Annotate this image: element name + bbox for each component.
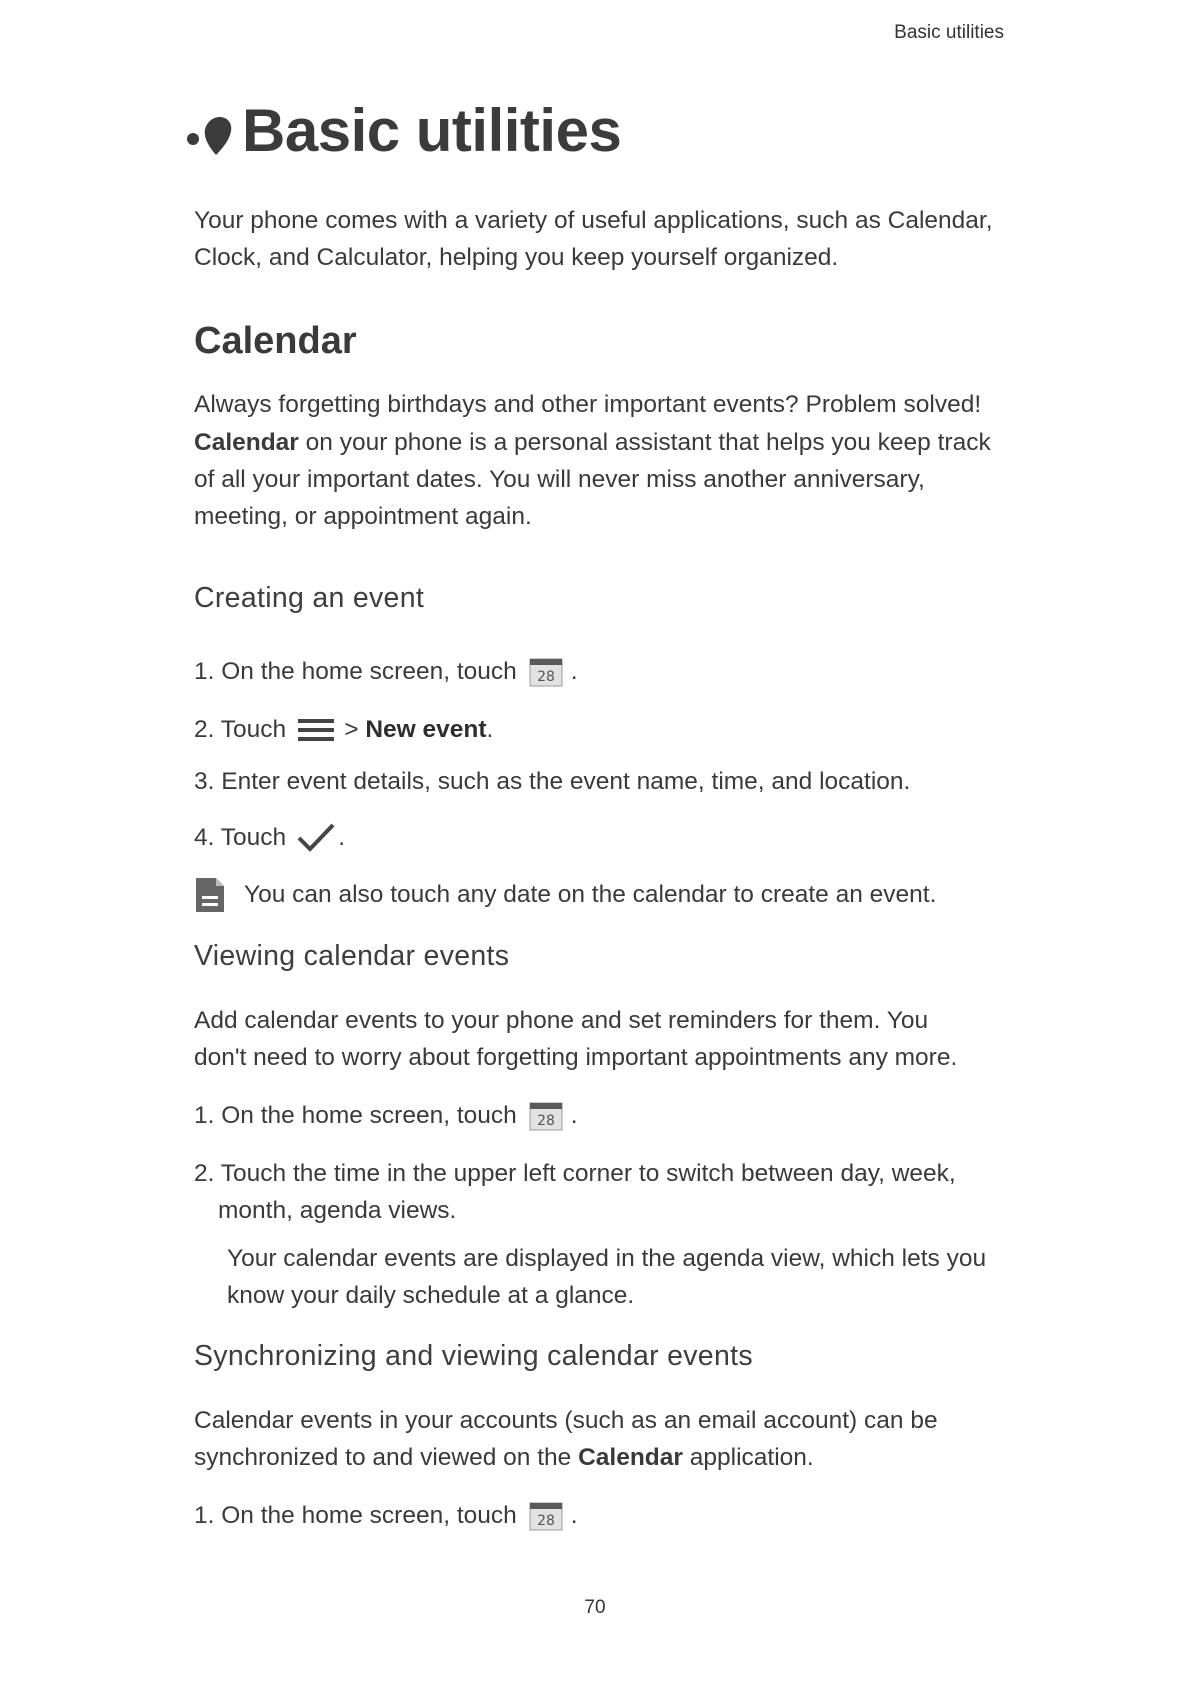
subheading-creating-event: Creating an event xyxy=(194,582,425,614)
calendar-bold-term: Calendar xyxy=(194,429,299,456)
calendar-intro-line: Always forgetting birthdays and other important events? Problem solved! xyxy=(194,391,982,418)
note xyxy=(194,876,936,914)
sync-text: Calendar events in your accounts (such as an email account) can be synchronized to and viewed on the xyxy=(194,1407,938,1471)
new-event-label: New event xyxy=(365,716,487,743)
note-text: You can also touch any date on the calendar to create an event. xyxy=(244,881,937,908)
step-end: . xyxy=(570,658,578,685)
chapter-heading xyxy=(186,96,621,165)
calendar-intro-paragraph xyxy=(194,424,994,535)
step-text-line1: 2. Touch the time in the upper left corner to switch between day, week, xyxy=(194,1160,956,1187)
sync-text-end: application. xyxy=(682,1444,814,1471)
viewing-paragraph: Add calendar events to your phone and set reminders for them. You don't need to worry about forgetting important appointments any more. xyxy=(194,1007,958,1071)
check-icon xyxy=(296,822,336,854)
section-heading-calendar: Calendar xyxy=(194,320,357,362)
step-confirm xyxy=(194,822,345,854)
subheading-viewing-events: Viewing calendar events xyxy=(194,940,510,972)
calendar-bold-term: Calendar xyxy=(578,1444,683,1471)
calendar-app-icon xyxy=(529,1101,563,1131)
subheading-sync-events: Synchronizing and viewing calendar events xyxy=(194,1340,753,1372)
calendar-icon-day: 28 xyxy=(536,1113,555,1129)
running-header: Basic utilities xyxy=(894,22,1004,43)
menu-icon xyxy=(298,717,334,743)
step-end: . xyxy=(338,824,345,851)
step-separator: > xyxy=(344,716,366,743)
calendar-app-icon xyxy=(529,1501,563,1531)
note-icon xyxy=(194,876,226,914)
page-number: 70 xyxy=(584,1597,606,1618)
calendar-icon-day: 28 xyxy=(536,669,555,685)
utilities-chapter-icon xyxy=(186,103,236,159)
step-new-event xyxy=(194,716,493,744)
calendar-app-icon xyxy=(529,657,563,687)
step-text: 1. On the home screen, touch xyxy=(194,1102,517,1129)
step-enter-details: 3. Enter event details, such as the event name, time, and location. xyxy=(194,768,911,795)
step-text: 4. Touch xyxy=(194,824,287,851)
step-text-line2: month, agenda views. xyxy=(218,1197,457,1224)
step-switch-view xyxy=(194,1155,1014,1229)
step-end: . xyxy=(570,1102,578,1129)
chapter-title: Basic utilities xyxy=(242,97,622,164)
step-end: . xyxy=(570,1502,578,1529)
calendar-icon-day: 28 xyxy=(536,1513,555,1529)
step-open-calendar xyxy=(194,1101,578,1131)
step-end: . xyxy=(486,716,494,743)
step-text: 2. Touch xyxy=(194,716,287,743)
step-open-calendar xyxy=(194,657,578,687)
agenda-view-description: Your calendar events are displayed in the agenda view, which lets you know your daily schedule at a glance. xyxy=(227,1245,987,1309)
step-text: 1. On the home screen, touch xyxy=(194,658,517,685)
sync-paragraph xyxy=(194,1402,954,1476)
calendar-intro-text: on your phone is a personal assistant that helps you keep track of all your important dates. You will never miss another anniversary, meeting, or appointment again. xyxy=(194,429,991,530)
step-text: 1. On the home screen, touch xyxy=(194,1502,517,1529)
intro-paragraph: Your phone comes with a variety of useful applications, such as Calendar, Clock, and Calculator, helping you keep yourself organized. xyxy=(194,207,993,271)
step-open-calendar xyxy=(194,1501,578,1531)
